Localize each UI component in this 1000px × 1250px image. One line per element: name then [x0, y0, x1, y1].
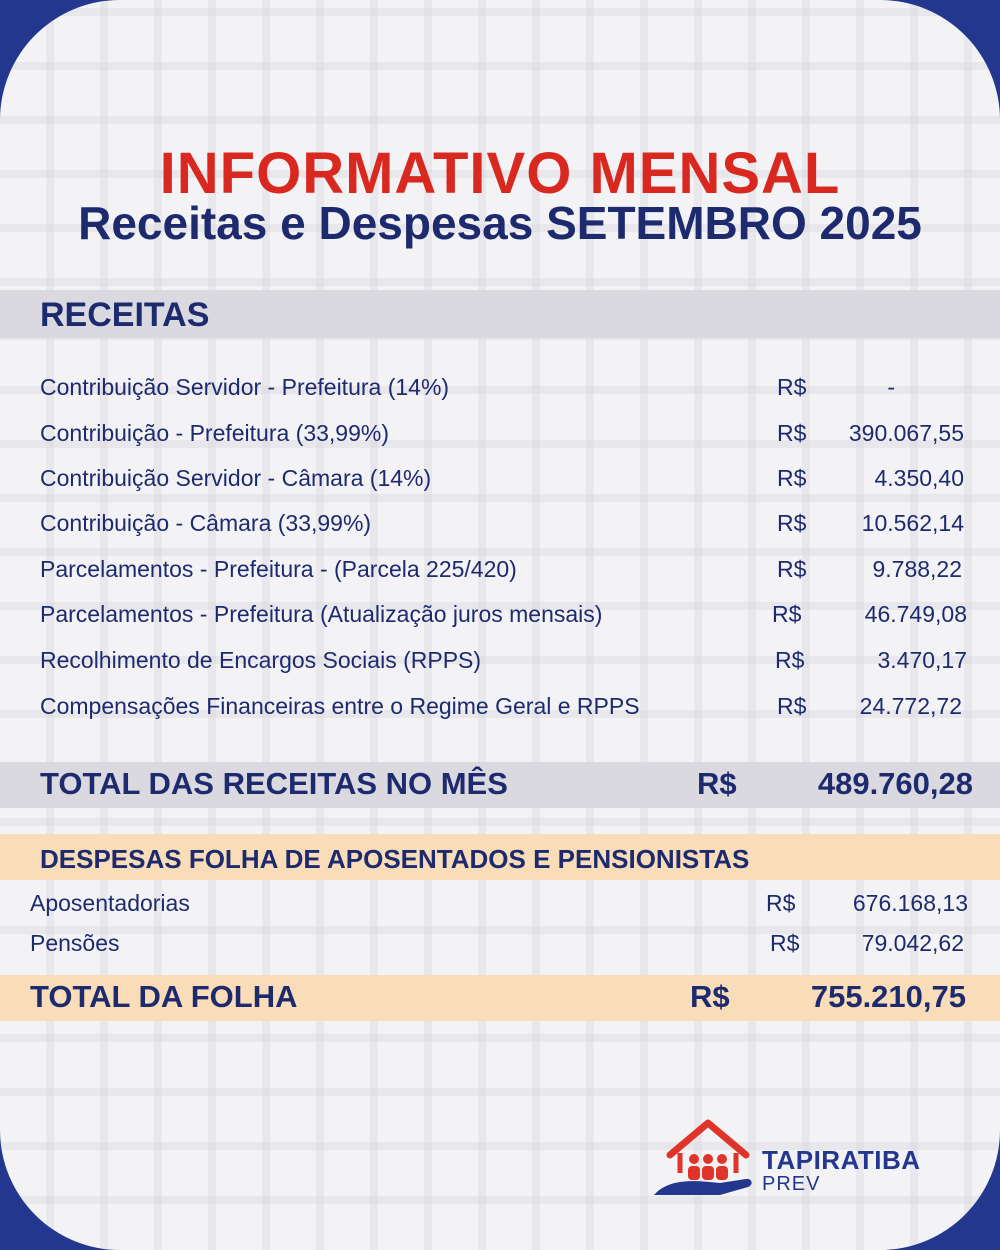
receita-label: Parcelamentos - Prefeitura - (Parcela 225/420) — [40, 556, 517, 582]
receita-label: Compensações Financeiras entre o Regime Geral e RPPS — [40, 693, 640, 719]
receita-value: 46.749,08 — [864, 601, 967, 627]
receita-currency: R$ — [772, 601, 802, 627]
receita-row — [0, 374, 1000, 404]
receita-value: 3.470,17 — [877, 647, 967, 673]
tapiratiba-prev-logo — [650, 1115, 950, 1205]
despesas-heading-band — [0, 834, 1000, 880]
folha-total-value: 755.210,75 — [810, 979, 966, 1014]
logo-name: TAPIRATIBA — [762, 1145, 921, 1175]
page-title: INFORMATIVO MENSAL — [159, 141, 841, 206]
receita-row — [0, 556, 1000, 586]
receita-value: 9.788,22 — [872, 556, 962, 582]
folha-total-label: TOTAL DA FOLHA — [30, 979, 298, 1014]
receitas-total-label: TOTAL DAS RECEITAS NO MÊS — [40, 766, 508, 801]
receitas-total-value: 489.760,28 — [817, 766, 973, 801]
receita-label: Contribuição Servidor - Prefeitura (14%) — [40, 374, 450, 400]
receita-value: 24.772,72 — [859, 693, 962, 719]
receita-label: Parcelamentos - Prefeitura (Atualização juros mensais) — [40, 601, 603, 627]
despesa-currency: R$ — [770, 930, 800, 956]
receita-currency: R$ — [777, 510, 807, 536]
despesa-currency: R$ — [766, 890, 796, 916]
receita-value: 4.350,40 — [874, 465, 964, 491]
receita-row — [0, 465, 1000, 495]
receitas-total-band — [0, 762, 1000, 808]
receitas-heading-band — [0, 290, 1000, 338]
receita-label: Contribuição - Câmara (33,99%) — [40, 510, 372, 536]
receita-currency: R$ — [777, 693, 807, 719]
despesa-label: Pensões — [30, 930, 120, 956]
receita-value: - — [887, 374, 895, 400]
house-hand-people-icon — [650, 1115, 760, 1200]
despesa-row — [0, 930, 1000, 960]
folha-total-band — [0, 975, 1000, 1021]
receita-currency: R$ — [777, 374, 807, 400]
despesa-value: 79.042,62 — [861, 930, 964, 956]
receita-label: Contribuição Servidor - Câmara (14%) — [40, 465, 432, 491]
receita-currency: R$ — [777, 465, 807, 491]
receita-value: 10.562,14 — [861, 510, 964, 536]
despesas-heading: DESPESAS FOLHA DE APOSENTADOS E PENSIONISTAS — [40, 844, 750, 874]
receitas-total-currency: R$ — [697, 766, 737, 801]
receita-currency: R$ — [775, 647, 805, 673]
page-subtitle: Receitas e Despesas SETEMBRO 2025 — [78, 197, 922, 249]
receita-row — [0, 693, 1000, 723]
receita-currency: R$ — [777, 420, 807, 446]
receitas-heading: RECEITAS — [40, 296, 210, 334]
folha-total-currency: R$ — [690, 979, 730, 1014]
receita-label: Contribuição - Prefeitura (33,99%) — [40, 420, 389, 446]
receita-value: 390.067,55 — [848, 420, 964, 446]
despesa-label: Aposentadorias — [30, 890, 190, 916]
receita-row — [0, 647, 1000, 677]
receita-currency: R$ — [777, 556, 807, 582]
receita-label: Recolhimento de Encargos Sociais (RPPS) — [40, 647, 482, 673]
despesa-value: 676.168,13 — [852, 890, 968, 916]
receita-row — [0, 510, 1000, 540]
receita-row — [0, 601, 1000, 631]
receita-row — [0, 420, 1000, 450]
logo-sub: PREV — [762, 1173, 821, 1195]
despesa-row — [0, 890, 1000, 920]
